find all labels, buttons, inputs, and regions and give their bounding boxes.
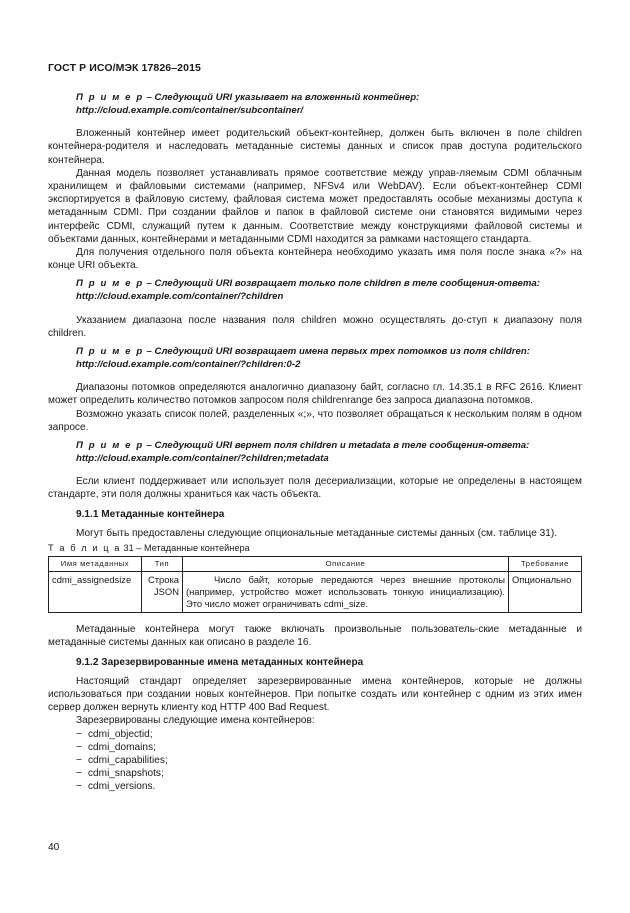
table-cell-description: Число байт, которые передаются через внешние протоколы (например, устройство может использовать тонкую инициализацию). Это число может ограничивать cdmi_size. [183, 572, 509, 613]
example-label: П р и м е р [76, 278, 144, 290]
example-text: – Следующий URI возвращает только поле children в теле сообщения-ответа: [143, 278, 540, 290]
list-item-text: cdmi_snapshots; [88, 768, 164, 780]
example-block [48, 346, 582, 371]
list-item-text: cdmi_versions. [88, 781, 156, 793]
table-cell-type: Строка JSON [142, 572, 183, 613]
section-title: 9.1.2 Зарезервированные имена метаданных контейнера [76, 656, 364, 668]
list-dash: − [76, 755, 82, 767]
list-item [76, 741, 582, 754]
example-uri: http://cloud.example.com/container/subcontainer/ [76, 104, 304, 116]
paragraph: Зарезервированы следующие имена контейнеров: [76, 715, 315, 727]
paragraph: Настоящий стандарт определяет зарезервированные имена контейнеров, которые не должны использоваться при создании новых контейнеров. При попытке создать или контейнер с одним из этих имен сервер должен вернуть клиенту код HTTP 400 Bad Request. [48, 675, 582, 714]
table-header-cell: Имя метаданных [49, 557, 142, 572]
example-text: – Следующий URI вернет поля children и metadata в теле сообщения-ответа: [143, 440, 530, 452]
table-header-cell: Тип [142, 557, 183, 572]
list-item-text: cdmi_domains; [88, 741, 156, 753]
table-cell-requirement: Опционально [509, 572, 582, 613]
example-block [48, 278, 582, 303]
table-caption [48, 542, 582, 555]
list-item [76, 754, 582, 767]
paragraph: Метаданные контейнера могут также включать произвольные пользователь-ские метаданные и метаданные системы данных как описано в разделе 16. [48, 624, 582, 649]
paragraph: Могут быть предоставлены следующие опциональные метаданные системы данных (см. таблице 31). [76, 527, 558, 539]
paragraph: Если клиент поддерживает или использует поля десериализации, которые не определены в настоящем стандарте, эти поля должны храниться как часть объекта. [48, 476, 582, 501]
reserved-names-list [48, 728, 582, 794]
table-row [49, 572, 582, 613]
list-dash: − [76, 741, 82, 753]
example-uri: http://cloud.example.com/container/?children [76, 291, 284, 303]
example-block [48, 92, 582, 117]
section-title: 9.1.1 Метаданные контейнера [76, 508, 225, 520]
example-text: – Следующий URI возвращает имена первых трех потомков из поля children: [143, 346, 530, 358]
paragraph: Возможно указать список полей, разделенных «;», что позволяет обращаться к нескольким полям в одном запросе. [48, 408, 582, 433]
paragraph: Вложенный контейнер имеет родительский объект-контейнер, должен быть включен в поле children контейнера-родителя и наследовать метаданные системы данных и список прав доступа родительского контейнера. [48, 128, 582, 166]
table-header-cell: Требование [509, 557, 582, 572]
list-dash: − [76, 781, 82, 793]
example-uri: http://cloud.example.com/container/?children:0-2 [76, 358, 301, 370]
example-block [48, 440, 582, 465]
example-label: П р и м е р [76, 440, 144, 452]
list-item-text: cdmi_objectid; [88, 728, 153, 740]
paragraph: Указанием диапазона после названия поля children можно осуществлять до-ступ к диапазону поля children. [48, 314, 582, 339]
list-dash: − [76, 728, 82, 740]
table-caption-text: 31 – Метаданные контейнера [120, 543, 250, 554]
example-label: П р и м е р [76, 346, 144, 358]
table-header-cell: Описание [183, 557, 509, 572]
list-item [76, 780, 582, 793]
paragraph: Для получения отдельного поля объекта контейнера необходимо указать имя поля после знака «?» на конце URI объекта. [48, 247, 582, 272]
list-item [76, 767, 582, 780]
example-uri: http://cloud.example.com/container/?children;metadata [76, 452, 329, 464]
table-caption-label: Т а б л и ц а [48, 543, 121, 554]
list-dash: − [76, 768, 82, 780]
example-text: – Следующий URI указывает на вложенный контейнер: [143, 92, 420, 103]
list-item-text: cdmi_capabilities; [88, 755, 168, 767]
paragraph: Данная модель позволяет устанавливать прямое соответствие между управ-ляемым CDMI облачным хранилищем и файловыми системами (например, NFSv4 или WebDAV). Если объект-контейнер CDMI экспортируется в файловую систему, файловая система может предоставлять особые механизмы доступа к метаданным CDMI. При создании файлов и папок в файловой системе они становятся видимыми через интерфейс CDMI, служащий путем к данным. Соответствие между конструкциями файловой системы и объектами данных, контейнерами и метаданными CDMI находится за рамками настоящего стандарта. [48, 167, 582, 245]
table-cell-name: cdmi_assignedsize [49, 572, 142, 613]
page-number: 40 [48, 842, 60, 853]
document-header: ГОСТ Р ИСО/МЭК 17826–2015 [48, 62, 201, 74]
table-header-row [49, 557, 582, 572]
metadata-table [48, 556, 582, 613]
list-item [76, 728, 582, 741]
example-label: П р и м е р [76, 92, 144, 103]
paragraph: Диапазоны потомков определяются аналогично диапазону байт, согласно гл. 14.35.1 в RFC 2616. Клиент может определить количество потомков запросом поля childrenrange без запроса диапазона потомков. [48, 382, 582, 407]
page-content [48, 92, 582, 794]
